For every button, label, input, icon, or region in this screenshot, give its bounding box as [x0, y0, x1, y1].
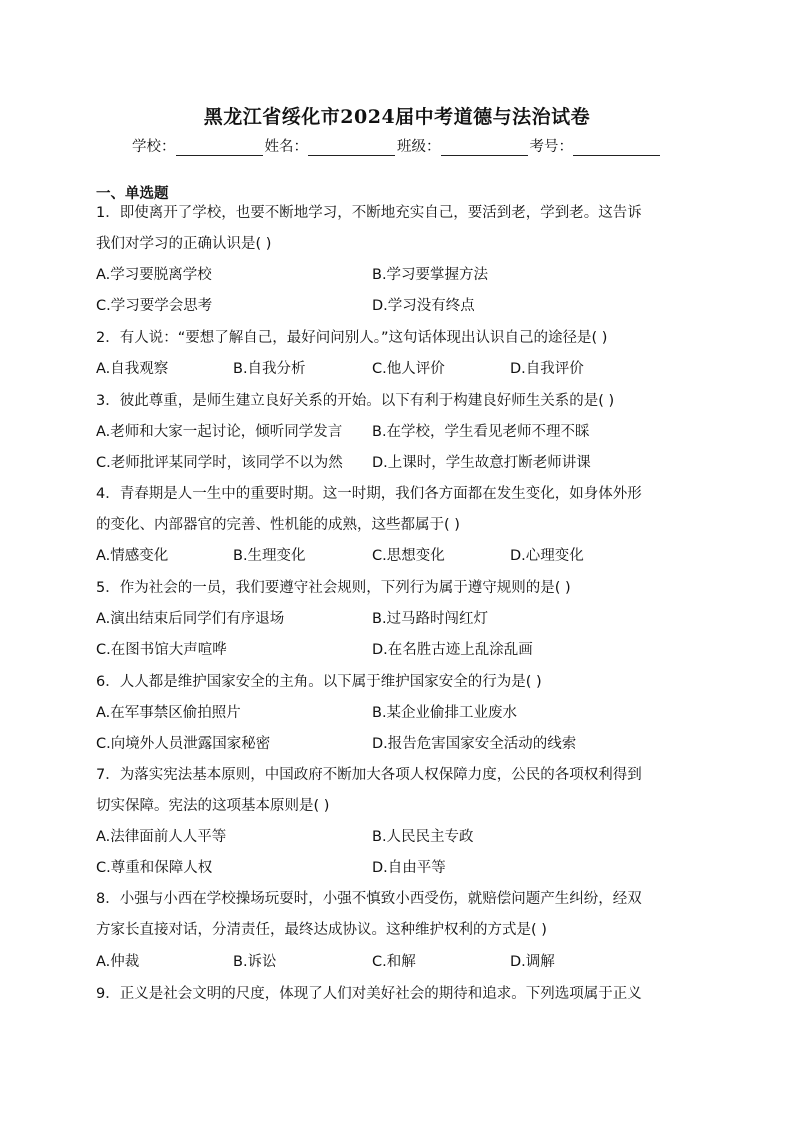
option-d: D.学习没有终点	[372, 298, 475, 314]
page-title: 黑龙江省绥化市2024届中考道德与法治试卷	[203, 106, 591, 128]
option-b: B.学习要掌握方法	[372, 267, 489, 283]
option-b: B.在学校，学生看见老师不理不睬	[372, 424, 590, 440]
option-b: B.生理变化	[233, 548, 306, 564]
question-text: 方家长直接对话，分清责任，最终达成协议。这种维护权利的方式是( )	[96, 922, 547, 938]
option-d: D.自我评价	[510, 361, 584, 377]
school-label: 学校：	[132, 139, 176, 155]
question-text: 7．为落实宪法基本原则，中国政府不断加大各项人权保障力度，公民的各项权利得到	[96, 767, 642, 783]
option-d: D.上课时，学生故意打断老师讲课	[372, 455, 591, 471]
class-label: 班级：	[397, 139, 441, 155]
option-a: A.仲裁	[96, 954, 140, 970]
question-text: 4．青春期是人一生中的重要时期。这一时期，我们各方面都在发生变化，如身体外形	[96, 486, 642, 502]
option-b: B.诉讼	[233, 954, 277, 970]
option-a: A.情感变化	[96, 548, 169, 564]
option-c: C.和解	[372, 954, 416, 970]
option-d: D.调解	[510, 954, 555, 970]
option-d: D.在名胜古迹上乱涂乱画	[372, 642, 533, 658]
question-text: 9．正义是社会文明的尺度，体现了人们对美好社会的期待和追求。下列选项属于正义	[96, 986, 642, 1002]
exam-number-label: 考号：	[529, 139, 573, 155]
question-text: 我们对学习的正确认识是( )	[96, 236, 272, 252]
class-blank[interactable]	[441, 139, 528, 156]
option-c: C.在图书馆大声喧哗	[96, 642, 227, 658]
school-blank[interactable]	[176, 139, 263, 156]
question-text: 2．有人说：“要想了解自己，最好问问别人。”这句话体现出认识自己的途径是( )	[96, 330, 608, 346]
option-d: D.心理变化	[510, 548, 584, 564]
option-a: A.演出结束后同学们有序退场	[96, 611, 285, 627]
option-a: A.在军事禁区偷拍照片	[96, 705, 241, 721]
option-a: A.自我观察	[96, 361, 169, 377]
section-heading: 一、单选题	[96, 186, 169, 202]
option-a: A.老师和大家一起讨论，倾听同学发言	[96, 424, 343, 440]
option-c: C.尊重和保障人权	[96, 860, 213, 876]
option-d: D.自由平等	[372, 860, 446, 876]
option-c: C.他人评价	[372, 361, 445, 377]
exam-number-blank[interactable]	[573, 139, 660, 156]
option-c: C.学习要学会思考	[96, 298, 213, 314]
option-a: A.学习要脱离学校	[96, 267, 212, 283]
question-text: 6．人人都是维护国家安全的主角。以下属于维护国家安全的行为是( )	[96, 674, 542, 690]
option-d: D.报告危害国家安全活动的线索	[372, 736, 577, 752]
student-info-row	[0, 135, 794, 156]
name-blank[interactable]	[308, 139, 395, 156]
question-text: 8．小强与小西在学校操场玩耍时，小强不慎致小西受伤，就赔偿问题产生纠纷，经双	[96, 891, 642, 907]
option-b: B.人民民主专政	[372, 829, 474, 845]
question-text: 5．作为社会的一员，我们要遵守社会规则，下列行为属于遵守规则的是( )	[96, 580, 571, 596]
option-b: B.自我分析	[233, 361, 306, 377]
option-b: B.过马路时闯红灯	[372, 611, 489, 627]
question-text: 1．即使离开了学校，也要不断地学习，不断地充实自己，要活到老，学到老。这告诉	[96, 205, 642, 221]
option-c: C.老师批评某同学时，该同学不以为然	[96, 455, 343, 471]
question-text: 的变化、内部器官的完善、性机能的成熟，这些都属于( )	[96, 517, 460, 533]
option-a: A.法律面前人人平等	[96, 829, 227, 845]
question-text: 3．彼此尊重，是师生建立良好关系的开始。以下有利于构建良好师生关系的是( )	[96, 393, 615, 409]
name-label: 姓名：	[264, 139, 308, 155]
option-b: B.某企业偷排工业废水	[372, 705, 518, 721]
option-c: C.思想变化	[372, 548, 445, 564]
option-c: C.向境外人员泄露国家秘密	[96, 736, 271, 752]
question-text: 切实保障。宪法的这项基本原则是( )	[96, 798, 330, 814]
